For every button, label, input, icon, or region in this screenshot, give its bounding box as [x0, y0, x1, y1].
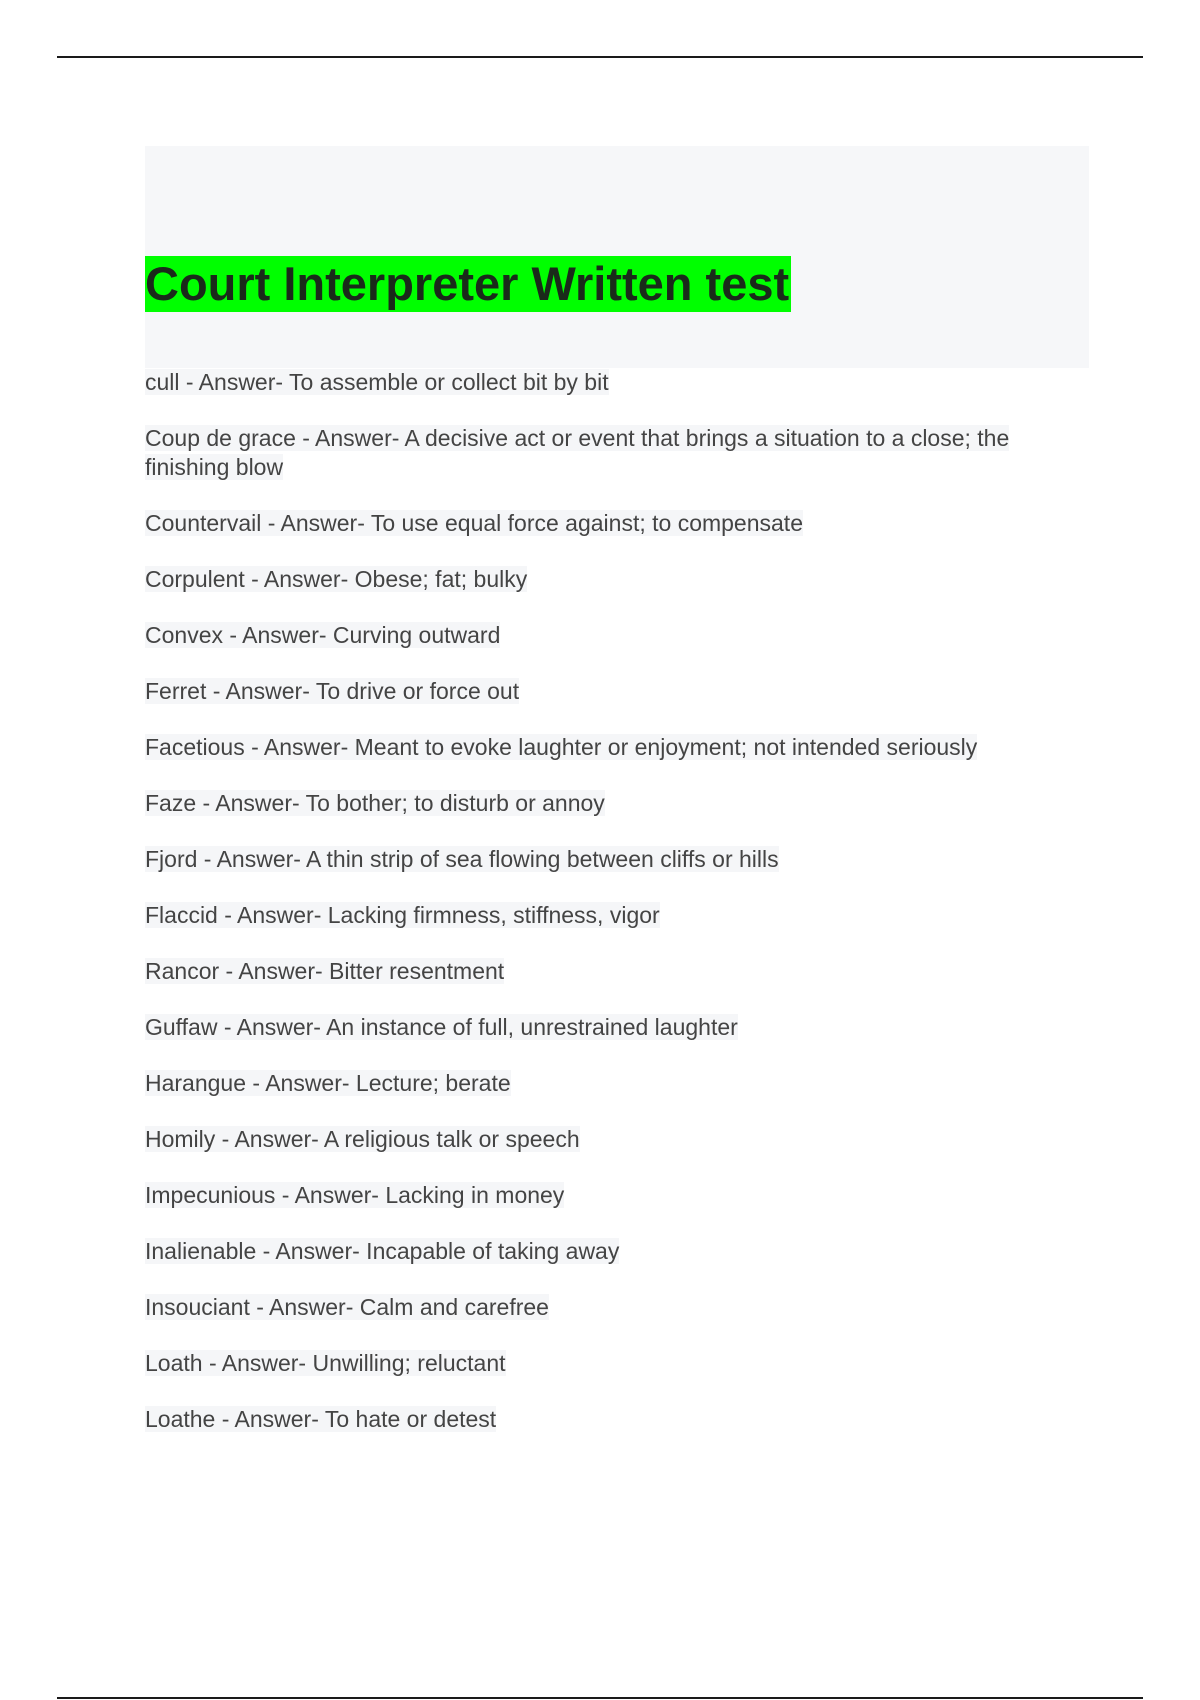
list-item [145, 789, 1089, 818]
entry-text: cull - Answer- To assemble or collect bit by bit [145, 369, 609, 395]
entry-text: Flaccid - Answer- Lacking firmness, stiffness, vigor [145, 902, 660, 928]
list-item [145, 901, 1089, 930]
entry-text: Impecunious - Answer- Lacking in money [145, 1182, 565, 1208]
entry-text: Facetious - Answer- Meant to evoke laughter or enjoyment; not intended seriously [145, 734, 978, 760]
title-block [145, 146, 1089, 368]
list-item [145, 1237, 1089, 1266]
list-item [145, 621, 1089, 650]
entry-text: Homily - Answer- A religious talk or speech [145, 1126, 580, 1152]
list-item [145, 733, 1089, 762]
entry-text: Countervail - Answer- To use equal force against; to compensate [145, 510, 803, 536]
list-item [145, 565, 1089, 594]
list-item [145, 1125, 1089, 1154]
entry-text: Corpulent - Answer- Obese; fat; bulky [145, 566, 528, 592]
list-item [145, 677, 1089, 706]
entry-text: Coup de grace - Answer- A decisive act or event that brings a situation to a close; the finishing blow [145, 425, 1010, 480]
list-item [145, 845, 1089, 874]
entry-text: Ferret - Answer- To drive or force out [145, 678, 520, 704]
list-item [145, 424, 1089, 482]
entry-text: Inalienable - Answer- Incapable of taking away [145, 1238, 620, 1264]
entry-text: Fjord - Answer- A thin strip of sea flowing between cliffs or hills [145, 846, 779, 872]
entry-text: Insouciant - Answer- Calm and carefree [145, 1294, 549, 1320]
bottom-rule [57, 1697, 1143, 1699]
list-item [145, 1069, 1089, 1098]
entry-text: Rancor - Answer- Bitter resentment [145, 958, 505, 984]
page-title: Court Interpreter Written test [145, 257, 790, 310]
list-item [145, 1349, 1089, 1378]
list-item [145, 368, 1089, 397]
entry-text: Loathe - Answer- To hate or detest [145, 1406, 497, 1432]
entry-list [145, 368, 1089, 1461]
list-item [145, 1405, 1089, 1434]
top-rule [57, 56, 1143, 58]
entry-text: Harangue - Answer- Lecture; berate [145, 1070, 511, 1096]
entry-text: Guffaw - Answer- An instance of full, unrestrained laughter [145, 1014, 738, 1040]
entry-text: Loath - Answer- Unwilling; reluctant [145, 1350, 506, 1376]
entry-text: Faze - Answer- To bother; to disturb or annoy [145, 790, 605, 816]
list-item [145, 1013, 1089, 1042]
list-item [145, 509, 1089, 538]
list-item [145, 1181, 1089, 1210]
entry-text: Convex - Answer- Curving outward [145, 622, 501, 648]
list-item [145, 1293, 1089, 1322]
list-item [145, 957, 1089, 986]
